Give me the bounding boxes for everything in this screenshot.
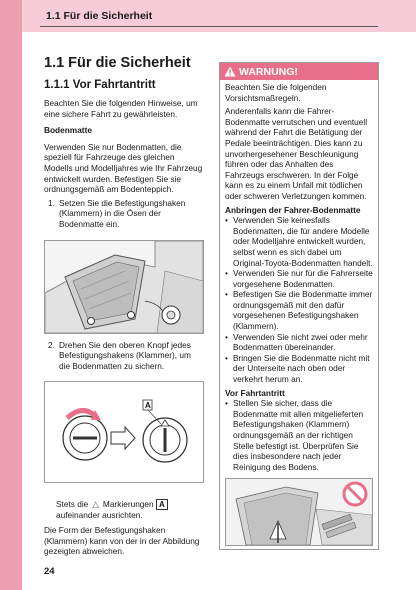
warning-body — [220, 80, 378, 546]
header-rule — [40, 26, 378, 27]
page-number: 24 — [44, 566, 55, 577]
page-title: 1.1 Für die Sicherheit — [44, 55, 191, 71]
figure-mat-warning — [225, 478, 373, 546]
prohibition-icon — [342, 481, 368, 507]
chapter-color-bar — [0, 0, 22, 590]
marker-mid-text: Markierungen — [102, 499, 154, 510]
mats-heading: Bodenmatte — [44, 125, 92, 136]
warning-text: Anderenfalls kann die Fahrer-Bodenmatte verrutschen und eventuell während der Fahrt die Betätigung der Pedale beeinträchtigen. Dies kann zu unvorhergesehener Beschleunigung führen oder das Anhalten des Fahrzeugs erschweren. In der Folge kann es zu einem Unfall mit tödlichen oder schweren Verletzungen kommen. — [225, 106, 368, 201]
warning-box — [219, 62, 379, 550]
list-item: • Verwenden Sie nur für die Fahrerseite vorgesehene Bodenmatten. — [225, 268, 373, 289]
install-heading: Anbringen der Fahrer-Bodenmatte — [225, 204, 361, 215]
step-1-number: 1. — [48, 197, 55, 208]
list-item: • Verwenden Sie keinesfalls Bodenmatten, die für andere Modelle oder Modelljahre entwickelt wurden, selbst wenn es sich dabei um Original-Toyota-Bodenmatten handelt. — [225, 215, 373, 268]
step-2-number: 2. — [48, 339, 55, 350]
triangle-marker-icon: △ — [92, 499, 99, 510]
hook-shape-note: Die Form der Befestigungshaken (Klammern) kann von der in der Abbildung gezeigten abweichen. — [44, 524, 200, 557]
hook-rotation-illustration — [45, 382, 203, 482]
marker-pre-text: Stets die — [56, 499, 89, 510]
marker-post-text: aufeinander ausrichten. — [56, 510, 143, 521]
floor-mat-illustration — [45, 241, 203, 333]
figure-floor-mat — [44, 240, 204, 334]
step-2-text: Drehen Sie den oberen Knopf jedes Befestigungshakens (Klammer), um die Bodenmatten zu sichern. — [59, 339, 191, 371]
figure-hook-rotation — [44, 381, 204, 483]
running-header: 1.1 Für die Sicherheit — [46, 10, 153, 22]
before-driving-heading: Vor Fahrtantritt — [225, 387, 285, 398]
list-item: • Stellen Sie sicher, dass die Bodenmatte mit allen mitgelieferten Befestigungshaken (Klammern) ordnungsgemäß an der richtigen Stelle befestigt ist. Überprüfen Sie dies insbesondere nach jeder Reinigung des Bodens. — [225, 398, 373, 472]
list-item: • Befestigen Sie die Bodenmatte immer ordnungsgemäß mit den dafür vorgesehenen Befestigungshaken (Klammern). — [225, 289, 373, 331]
install-list — [225, 215, 373, 385]
marker-instruction — [44, 499, 204, 521]
right-column — [219, 62, 379, 550]
marker-a-label: A — [156, 499, 168, 510]
warning-header — [220, 63, 378, 80]
step-2 — [48, 340, 204, 372]
mats-text: Verwenden Sie nur Bodenmatten, die speziell für Fahrzeuge des gleichen Modells und Modelljahres wie Ihr Fahrzeug entwickelt wurden. Befestigen Sie sie ordnungsgemäß am Bodenteppich. — [44, 141, 203, 195]
before-driving-list — [225, 398, 373, 472]
list-item: • Verwenden Sie nicht zwei oder mehr Bodenmatten übereinander. — [225, 332, 373, 353]
step-1 — [48, 198, 204, 230]
figure-label-a: A — [145, 401, 151, 411]
warning-intro: Beachten Sie die folgenden Vorsichtsmaßregeln. — [225, 82, 327, 103]
section-subtitle: 1.1.1 Vor Fahrtantritt — [44, 79, 156, 91]
warning-title: WARNUNG! — [239, 65, 298, 78]
warning-triangle-icon — [224, 66, 236, 77]
list-item: • Bringen Sie die Bodenmatte nicht mit der Unterseite nach oben oder verkehrt herum an. — [225, 353, 373, 385]
intro-text: Beachten Sie die folgenden Hinweise, um eine sichere Fahrt zu gewährleisten. — [44, 98, 198, 119]
step-1-text: Setzen Sie die Befestigungshaken (Klammern) in die Ösen der Bodenmatte ein. — [59, 197, 186, 229]
left-column — [44, 54, 204, 557]
